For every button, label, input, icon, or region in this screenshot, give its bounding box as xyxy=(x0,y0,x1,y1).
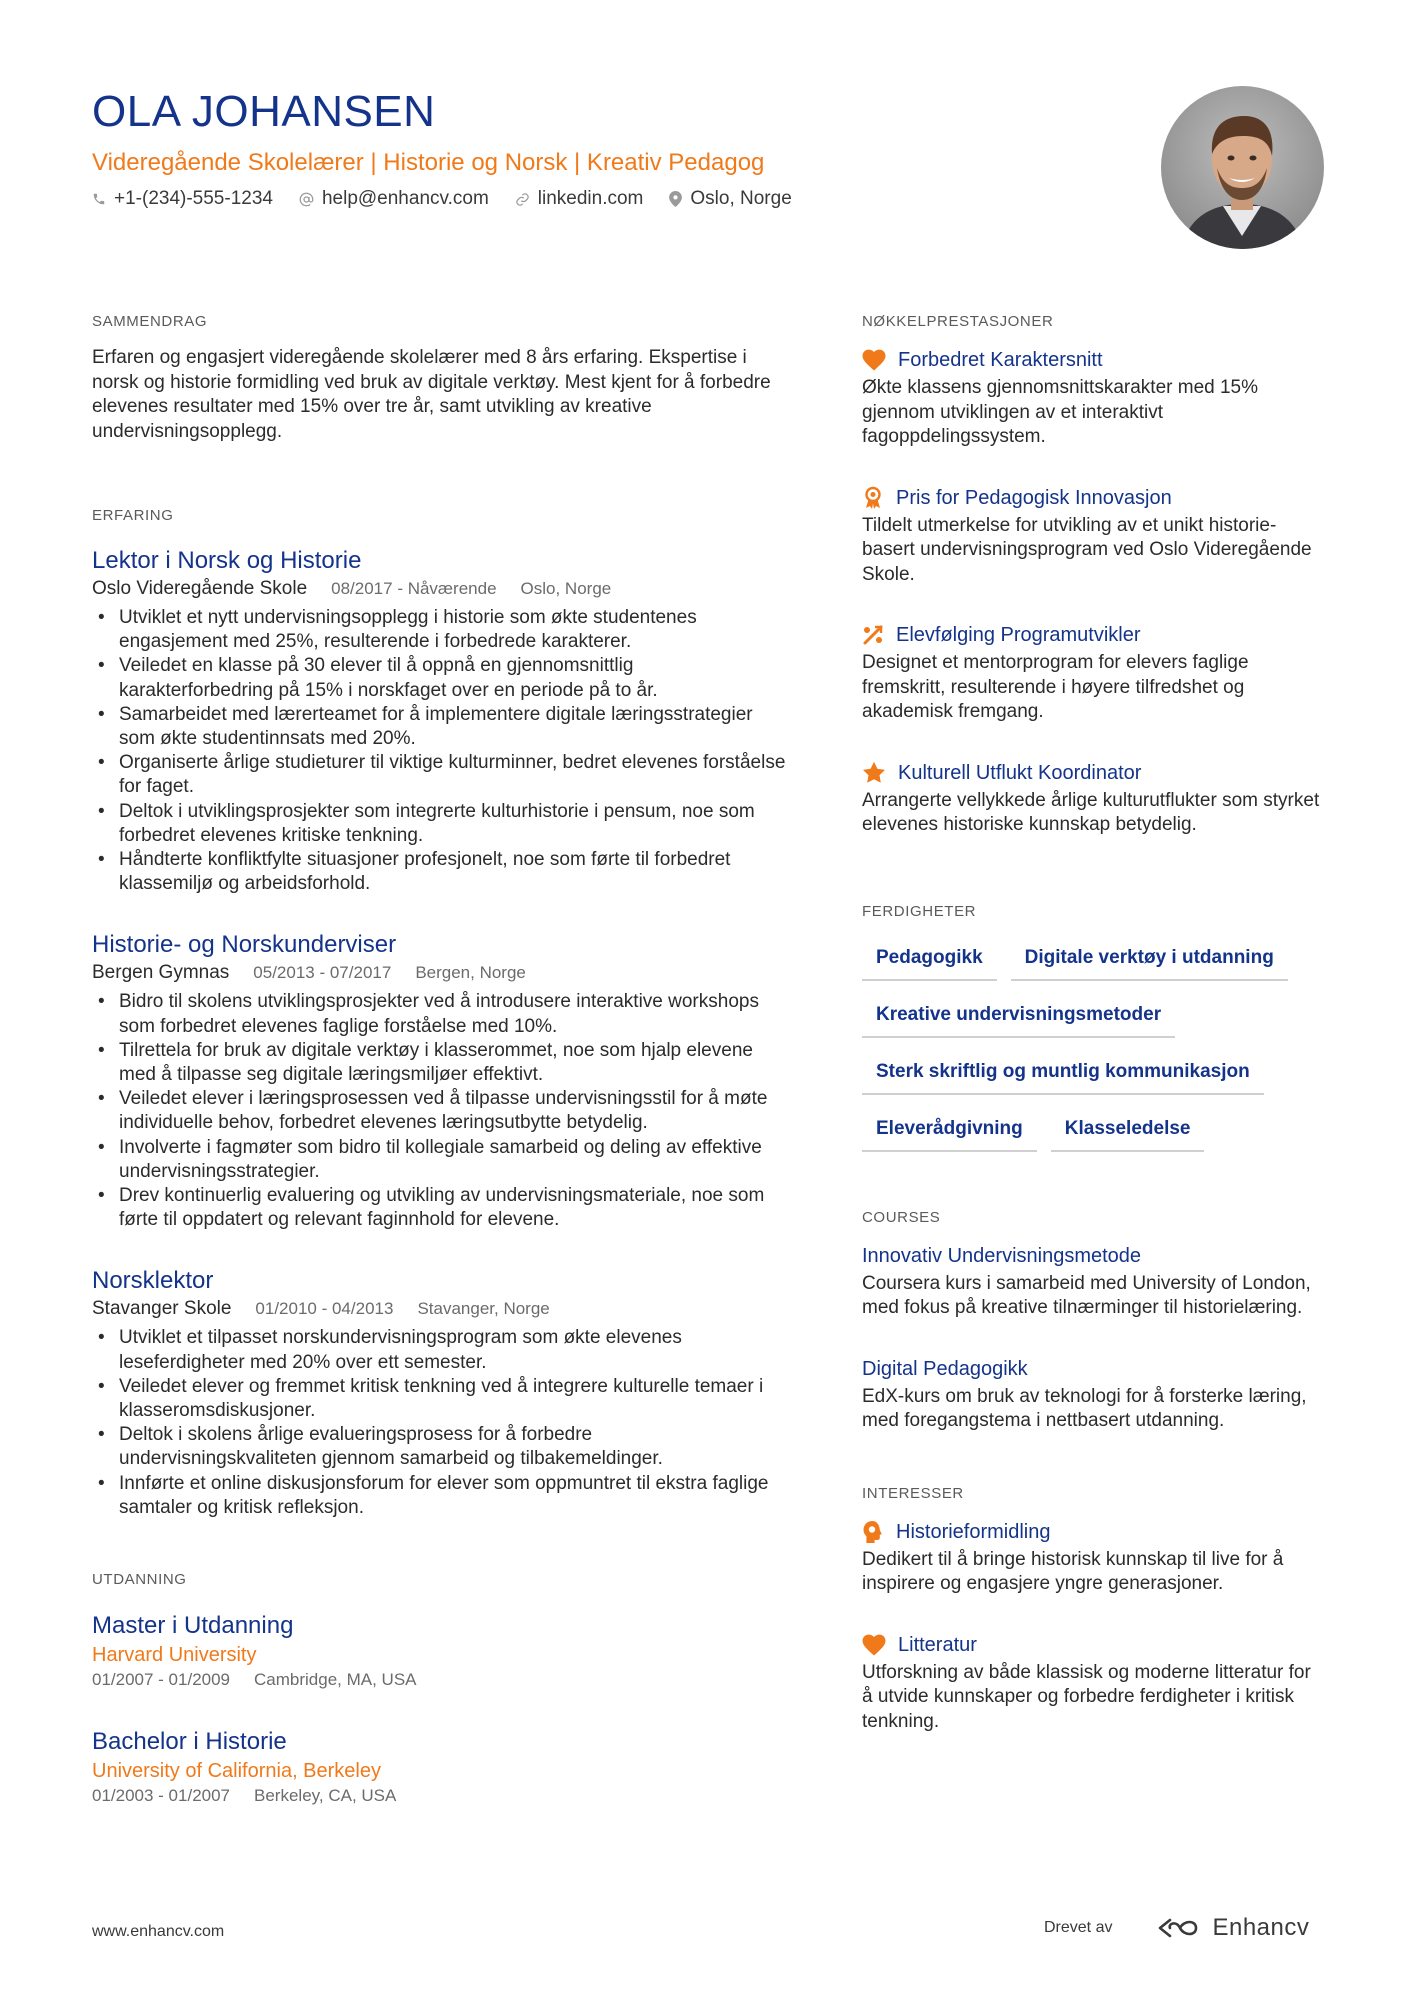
bullet-item: • Veiledet elever i læringsprosessen ved å tilpasse undervisningsstil for å møte individuelle behov, forbedret elevenes læringsutbytte betydelig. xyxy=(92,1087,792,1135)
job-dates: 05/2013 - 07/2017 xyxy=(253,963,392,983)
education-entry xyxy=(92,1610,792,1692)
profile-photo xyxy=(1161,86,1324,249)
job-meta xyxy=(92,576,792,602)
education-location: Berkeley, CA, USA xyxy=(254,1786,397,1806)
interest-item xyxy=(862,1631,1322,1735)
interests-section xyxy=(862,1484,1322,1735)
linkedin-text: linkedin.com xyxy=(537,188,644,209)
job-dates: 01/2010 - 04/2013 xyxy=(255,1299,394,1319)
job-entry xyxy=(92,546,792,896)
section-heading: UTDANNING xyxy=(92,1571,187,1589)
education-school: University of California, Berkeley xyxy=(92,1760,381,1783)
candidate-name: OLA JOHANSEN xyxy=(92,87,436,136)
phone-text: +1-(234)-555-1234 xyxy=(114,188,273,209)
education-meta xyxy=(92,1784,792,1808)
interest-title: Historieformidling xyxy=(896,1520,1051,1543)
course-item xyxy=(862,1242,1322,1321)
interest-header xyxy=(862,1518,1322,1546)
bullet-item: • Innførte et online diskusjonsforum for elever som oppmuntret til ekstra faglige samtaler og kritisk refleksjon. xyxy=(92,1472,792,1520)
location-pin-icon xyxy=(669,191,682,207)
section-heading: NØKKELPRESTASJONER xyxy=(862,313,1054,330)
job-entry xyxy=(92,1266,792,1520)
star-icon xyxy=(862,761,886,784)
education-school: Harvard University xyxy=(92,1644,257,1667)
education-location: Cambridge, MA, USA xyxy=(254,1670,417,1690)
resume-header xyxy=(92,86,1092,210)
contact-location xyxy=(669,188,791,210)
section-heading: INTERESSER xyxy=(862,1484,964,1502)
achievements-section xyxy=(862,312,1322,838)
bullet-item: • Tilrettela for bruk av digitale verktøy i klasserommet, noe som hjalp elevene med å tilpasse seg digitale læringsmiljøer effektivt. xyxy=(92,1039,792,1087)
award-icon xyxy=(862,486,884,510)
bullet-item: • Utviklet et nytt undervisningsopplegg i historie som økte studentenes engasjement med 25%, resulterende i forbedrede karakterer. xyxy=(92,606,792,654)
candidate-title: Videregående Skolelærer | Historie og Norsk | Kreativ Pedagog xyxy=(92,149,765,176)
experience-section xyxy=(92,506,792,1520)
job-location: Bergen, Norge xyxy=(415,963,526,983)
achievement-item xyxy=(862,621,1322,725)
achievement-item xyxy=(862,346,1322,450)
bullet-item: • Drev kontinuerlig evaluering og utvikling av undervisningsmateriale, noe som førte til oppdatert og relevant faginnhold for elevene. xyxy=(92,1184,792,1232)
achievement-desc: Arrangerte vellykkede årlige kulturutflukter som styrket elevenes historiske kunnskap betydelig. xyxy=(862,789,1320,835)
education-section xyxy=(92,1570,792,1808)
summary-text: Erfaren og engasjert videregående skolelærer med 8 års erfaring. Ekspertise i norsk og historie formidling ved bruk av digitale verktøy. Mest kjent for å forbedre elevenes resultater med 15% over tre år, samt utvikling av kreative undervisningsopplegg. xyxy=(92,347,771,442)
achievement-title: Elevfølging Programutvikler xyxy=(896,624,1141,646)
bullet-item: • Samarbeidet med lærerteamet for å implementere digitale læringsstrategier som økte studentinnsats med 20%. xyxy=(92,703,792,751)
job-bullets xyxy=(92,990,792,1232)
section-heading: SAMMENDRAG xyxy=(92,313,208,330)
contact-row xyxy=(92,188,1092,210)
job-company: Stavanger Skole xyxy=(92,1298,232,1320)
bullet-item: • Bidro til skolens utviklingsprosjekter ved å introdusere interaktive workshops som forbedret elevenes faglige forståelse med 10%. xyxy=(92,990,792,1038)
achievement-item xyxy=(862,484,1322,588)
interest-header xyxy=(862,1631,1322,1659)
job-title: Norsklektor xyxy=(92,1267,214,1295)
courses-section xyxy=(862,1208,1322,1434)
contact-email[interactable] xyxy=(299,188,489,210)
at-icon xyxy=(299,192,314,207)
powered-by-text: Drevet av xyxy=(1044,1919,1113,1936)
achievement-header xyxy=(862,484,1322,512)
contact-linkedin[interactable] xyxy=(515,188,644,210)
skill-tag: Pedagogikk xyxy=(862,936,997,981)
job-title: Lektor i Norsk og Historie xyxy=(92,547,362,574)
skill-tag: Klasseledelse xyxy=(1051,1107,1205,1152)
percent-icon xyxy=(862,624,884,646)
avatar xyxy=(1161,86,1324,249)
section-heading: COURSES xyxy=(862,1208,941,1226)
section-heading: ERFARING xyxy=(92,507,174,524)
job-bullets xyxy=(92,1326,792,1520)
education-degree: Bachelor i Historie xyxy=(92,1728,287,1756)
heart-icon xyxy=(862,349,886,371)
achievement-desc: Tildelt utmerkelse for utvikling av et unikt historie-basert undervisningsprogram ved Oslo Videregående Skole. xyxy=(862,514,1312,585)
job-company: Bergen Gymnas xyxy=(92,962,230,984)
skills-list xyxy=(862,936,1332,1164)
section-heading: FERDIGHETER xyxy=(862,902,977,920)
achievement-title: Pris for Pedagogisk Innovasjon xyxy=(896,486,1172,509)
skill-tag: Eleverådgivning xyxy=(862,1107,1037,1152)
contact-phone[interactable] xyxy=(92,188,273,210)
bullet-item: • Håndterte konfliktfylte situasjoner profesjonelt, noe som førte til forbedret klassemiljø og arbeidsforhold. xyxy=(92,848,792,896)
achievement-title: Forbedret Karaktersnitt xyxy=(898,349,1103,371)
job-entry xyxy=(92,930,792,1232)
right-column xyxy=(862,312,1322,1734)
link-icon xyxy=(515,192,530,207)
interest-desc: Dedikert til å bringe historisk kunnskap til live for å inspirere og engasjere yngre generasjoner. xyxy=(862,1548,1284,1594)
education-meta xyxy=(92,1668,792,1692)
job-meta xyxy=(92,960,792,986)
course-title: Innovativ Undervisningsmetode xyxy=(862,1244,1142,1267)
brand-name: Enhancv xyxy=(1212,1914,1310,1941)
heart-icon xyxy=(862,1634,886,1656)
phone-icon xyxy=(92,192,106,206)
left-column xyxy=(92,312,792,1808)
job-dates: 08/2017 - Nåværende xyxy=(331,579,497,598)
summary-section xyxy=(92,312,792,444)
education-dates: 01/2007 - 01/2009 xyxy=(92,1670,231,1690)
achievement-header xyxy=(862,759,1322,787)
location-text: Oslo, Norge xyxy=(690,188,792,209)
education-dates: 01/2003 - 01/2007 xyxy=(92,1786,231,1806)
interest-title: Litteratur xyxy=(898,1633,977,1656)
bullet-item: • Deltok i utviklingsprosjekter som integrerte kulturhistorie i pensum, noe som forbedret elevenes kritiske tenkning. xyxy=(92,800,792,848)
enhancv-logo-icon xyxy=(1156,1916,1204,1940)
job-title: Historie- og Norskunderviser xyxy=(92,931,397,959)
achievement-header xyxy=(862,621,1322,649)
head-icon xyxy=(862,1520,884,1544)
job-location: Stavanger, Norge xyxy=(417,1299,550,1319)
footer-branding xyxy=(1044,1914,1309,1942)
course-desc: Coursera kurs i samarbeid med University of London, med fokus på kreative tilnærminger til historielæring. xyxy=(862,1272,1311,1318)
course-desc: EdX-kurs om bruk av teknologi for å forsterke læring, med foregangstema i nettbasert utdanning. xyxy=(862,1385,1307,1431)
education-entry xyxy=(92,1726,792,1808)
bullet-item: • Deltok i skolens årlige evalueringsprosess for å forbedre undervisningskvaliteten gjennom samarbeid og tilbakemeldinger. xyxy=(92,1423,792,1471)
education-degree: Master i Utdanning xyxy=(92,1612,294,1640)
skills-section xyxy=(862,902,1322,1164)
skill-tag: Digitale verktøy i utdanning xyxy=(1011,936,1288,981)
skill-tag: Sterk skriftlig og muntlig kommunikasjon xyxy=(862,1050,1264,1095)
course-item xyxy=(862,1355,1322,1434)
job-bullets xyxy=(92,606,792,896)
achievement-title: Kulturell Utflukt Koordinator xyxy=(898,761,1142,784)
job-location: Oslo, Norge xyxy=(520,579,612,598)
achievement-desc: Designet et mentorprogram for elevers faglige fremskritt, resulterende i høyere tilfredshet og akademisk fremgang. xyxy=(862,652,1249,722)
brand-logo[interactable] xyxy=(1156,1914,1309,1942)
email-text: help@enhancv.com xyxy=(321,188,489,209)
bullet-item: • Involverte i fagmøter som bidro til kollegiale samarbeid og deling av effektive undervisningsstrategier. xyxy=(92,1136,792,1184)
job-company: Oslo Videregående Skole xyxy=(92,578,308,599)
interest-desc: Utforskning av både klassisk og moderne litteratur for å utvide kunnskaper og forbedre ferdigheter i kritisk tenkning. xyxy=(862,1661,1311,1732)
interest-item xyxy=(862,1518,1322,1597)
achievement-item xyxy=(862,759,1322,838)
bullet-item: • Organiserte årlige studieturer til viktige kulturminner, bedret elevenes forståelse for faget. xyxy=(92,751,792,799)
bullet-item: • Utviklet et tilpasset norskundervisningsprogram som økte elevenes leseferdigheter med 20% over ett semester. xyxy=(92,1326,792,1374)
achievement-desc: Økte klassens gjennomsnittskarakter med 15% gjennom utviklingen av et interaktivt fagoppdelingssystem. xyxy=(862,377,1259,447)
course-title: Digital Pedagogikk xyxy=(862,1357,1028,1380)
bullet-item: • Veiledet en klasse på 30 elever til å oppnå en gjennomsnittlig karakterforbedring på 15% i norskfaget over en periode på to år. xyxy=(92,654,792,702)
job-meta xyxy=(92,1296,792,1322)
bullet-item: • Veiledet elever og fremmet kritisk tenkning ved å integrere kulturelle temaer i klasseromsdiskusjoner. xyxy=(92,1375,792,1423)
achievement-header xyxy=(862,346,1322,374)
footer-website[interactable]: www.enhancv.com xyxy=(92,1923,225,1940)
skill-tag: Kreative undervisningsmetoder xyxy=(862,993,1175,1038)
